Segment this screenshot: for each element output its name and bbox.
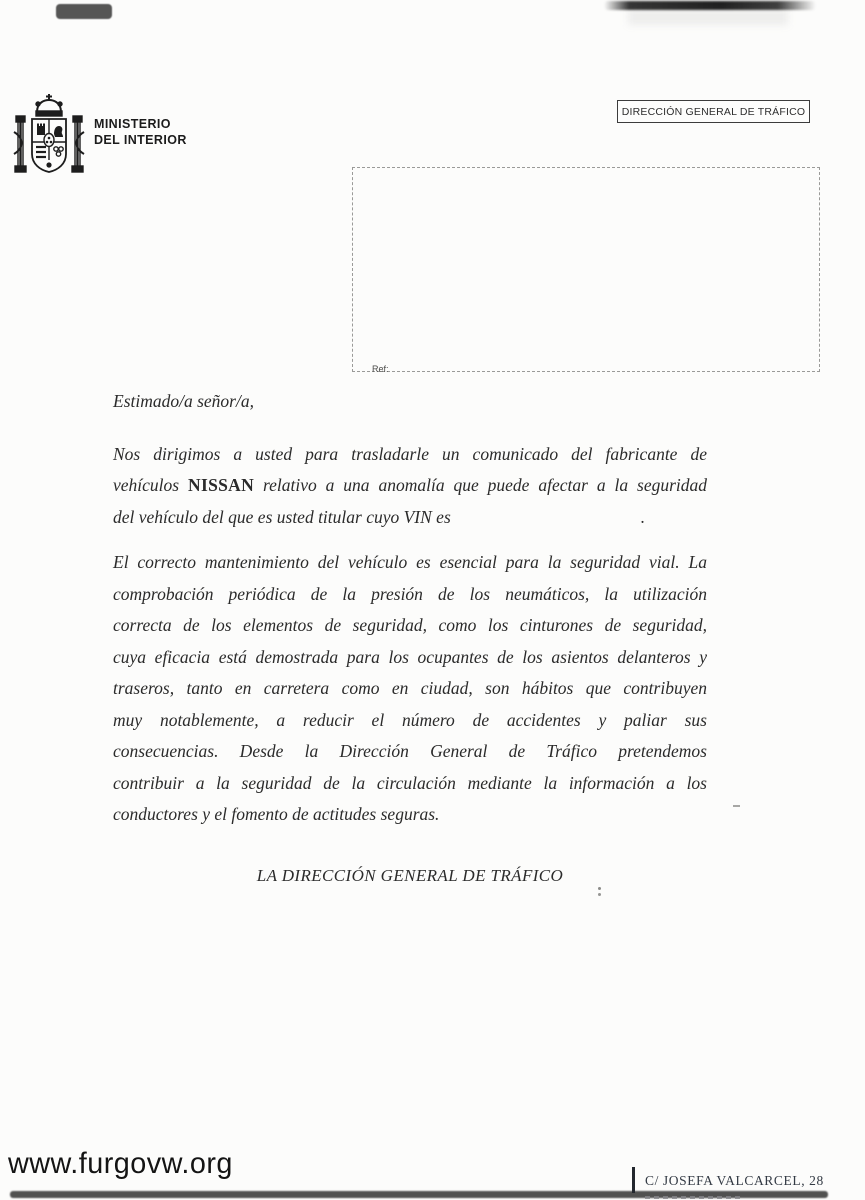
letter-line: conductores y el fomento de actitudes seguras. (113, 804, 440, 824)
spain-coat-of-arms-icon (8, 92, 90, 184)
paragraph-road-safety (113, 547, 707, 831)
letter-line: Nos dirigimos a usted para trasladarle un comunicado del fabricante de (113, 443, 707, 464)
letter-line: comprobación periódica de la presión de los neumáticos, la utilización (113, 583, 707, 604)
scan-speck (598, 887, 601, 890)
scan-artifact-top-right (604, 1, 816, 10)
scan-artifact-top-left (56, 4, 112, 19)
dgt-label-box (617, 100, 810, 123)
ref-label: Ref: (372, 364, 389, 374)
scan-artifact-top-right-shadow (628, 9, 788, 25)
footer-address (632, 1167, 824, 1193)
letter-line (113, 502, 707, 534)
scan-speck (733, 805, 740, 807)
letter-line: cuya eficacia está demostrada para los ocupantes de los asientos delanteros y (113, 646, 707, 667)
ministry-line2: DEL INTERIOR (94, 133, 187, 147)
letter-line: correcta de los elementos de seguridad, como los cinturones de seguridad, (113, 615, 707, 635)
letter-body (113, 386, 707, 891)
watermark-url: www.furgovw.org (8, 1147, 233, 1180)
manufacturer-name: NISSAN (188, 475, 255, 495)
ministry-wordmark (94, 116, 187, 148)
footer-address-bar (632, 1167, 635, 1193)
address-window (352, 167, 820, 372)
letter-line-fragment: del vehículo del que es usted titular cuyo VIN es (113, 506, 451, 527)
salutation: Estimado/a señor/a, (113, 391, 254, 411)
letter-line: contribuir a la seguridad de la circulación mediante la información a los (113, 772, 707, 793)
letter-line-fragment: relativo a una anomalía que puede afectar a la seguridad (262, 475, 708, 495)
ministry-line1: MINISTERIO (94, 117, 171, 131)
footer-address-text: C/ JOSEFA VALCARCEL, 28 (645, 1173, 824, 1188)
letter-line: muy notablemente, a reducir el número de accidentes y paliar sus (113, 709, 707, 730)
signature-line: LA DIRECCIÓN GENERAL DE TRÁFICO (256, 865, 564, 885)
letter-line (113, 470, 707, 502)
letter-line: traseros, tanto en carretera como en ciudad, son hábitos que contribuyen (113, 678, 707, 698)
paragraph-recall-notice (113, 439, 707, 534)
cutoff-text-line (645, 1196, 743, 1199)
dgt-label: DIRECCIÓN GENERAL DE TRÁFICO (621, 105, 806, 118)
letter-line: El correcto mantenimiento del vehículo es esencial para la seguridad vial. La (113, 552, 707, 572)
letter-line: consecuencias. Desde la Dirección General de Tráfico pretendemos (113, 741, 707, 761)
letter-line-fragment: vehículos (113, 475, 180, 495)
letter-line-fragment: . (640, 506, 646, 527)
